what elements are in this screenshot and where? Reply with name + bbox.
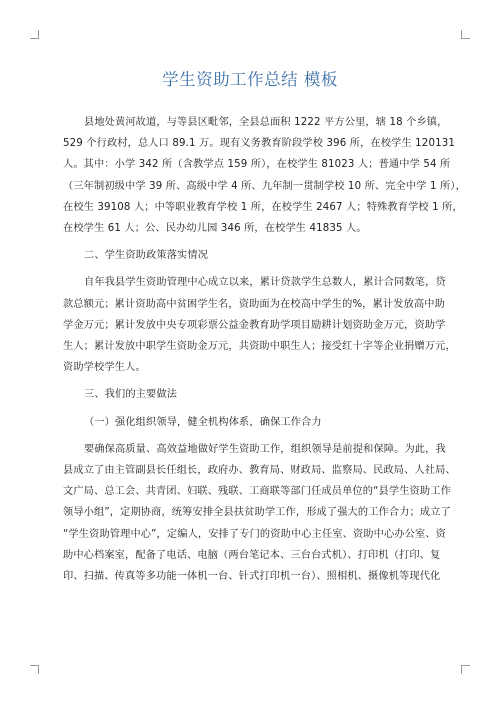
paragraph-line: “学生资助管理中心”，定编人，安排了专门的资助中心主任室、资助中心办公室、资 xyxy=(63,528,447,540)
paragraph-line: 在校学生 61 人；公、民办幼儿园 346 所，在校学生 41835 人。 xyxy=(63,223,367,235)
paragraph-line: 要确保高质量、高效益地做好学生资助工作，组织领导是前提和保障。为此，我 xyxy=(84,443,446,455)
paragraph-line: 领导小组”，定期协商，统筹安排全县扶贫助学工作，形成了强大的工作合力；成立了 xyxy=(63,507,451,519)
document-body xyxy=(63,112,466,587)
crop-mark-bottom-right xyxy=(461,665,470,674)
paragraph-line: 在校生 39108 人；中等职业教育学校 1 所，在校学生 2467 人；特殊教育学校 1 所， xyxy=(63,201,463,213)
subsection-heading: （一）强化组织领导，健全机构体系，确保工作合力 xyxy=(84,416,322,428)
paragraph-line: 资助学校学生人。 xyxy=(63,362,146,374)
paragraph-line: 县成立了由主管副县长任组长，政府办、教育局、财政局、监察局、民政局、人社局、 xyxy=(63,465,456,477)
section-heading: 三、我们的主要做法 xyxy=(84,389,178,401)
paragraph-line: 印、扫描、传真等多功能一体机一台、针式打印机一台）、照相机、摄像机等现代化 xyxy=(63,571,441,583)
paragraph-line: 自年我县学生资助管理中心成立以来，累计贷款学生总数人，累计合同数笔，贷 xyxy=(84,277,446,289)
crop-mark-bottom-left xyxy=(30,665,39,674)
crop-mark-top-right xyxy=(461,30,470,39)
section-heading: 二、学生资助政策落实情况 xyxy=(84,250,209,262)
paragraph-line: 学金万元；累计发放中央专项彩票公益金教育助学项目励耕计划资助金万元，资助学 xyxy=(63,319,446,331)
document-title: 学生资助工作总结 模板 xyxy=(162,70,338,89)
paragraph-line: 文广局、总工会、共青团、妇联、残联、工商联等部门任成员单位的“县学生资助工作 xyxy=(63,486,451,498)
paragraph-line: 生人；累计发放中职学生资助金万元，共资助中职生人；接受红十字等企业捐赠万元， xyxy=(63,341,456,353)
paragraph-line: 县地处黄河故道，与等县区毗邻，全县总面积 1222 平方公里，辖 18 个乡镇， xyxy=(84,117,448,128)
paragraph-line: 人。其中：小学 342 所（含教学点 159 所），在校学生 81023 人；普通中学 54 所 xyxy=(63,159,451,171)
crop-mark-top-left xyxy=(30,30,39,39)
paragraph-line: 529 个行政村，总人口 89.1 万。现有义务教育阶段学校 396 所，在校学生 120131 xyxy=(63,138,455,150)
paragraph-line: 助中心档案室，配备了电话、电脑（两台笔记本、三台台式机）、打印机（打印、复 xyxy=(63,549,441,561)
paragraph-line: （三年制初级中学 39 所、高级中学 4 所、九年制一贯制学校 10 所、完全中学 1 所）， xyxy=(63,180,466,192)
paragraph-line: 款总额元；累计资助高中贫困学生名，资助面为在校高中学生的%，累计发放高中助 xyxy=(63,298,445,310)
